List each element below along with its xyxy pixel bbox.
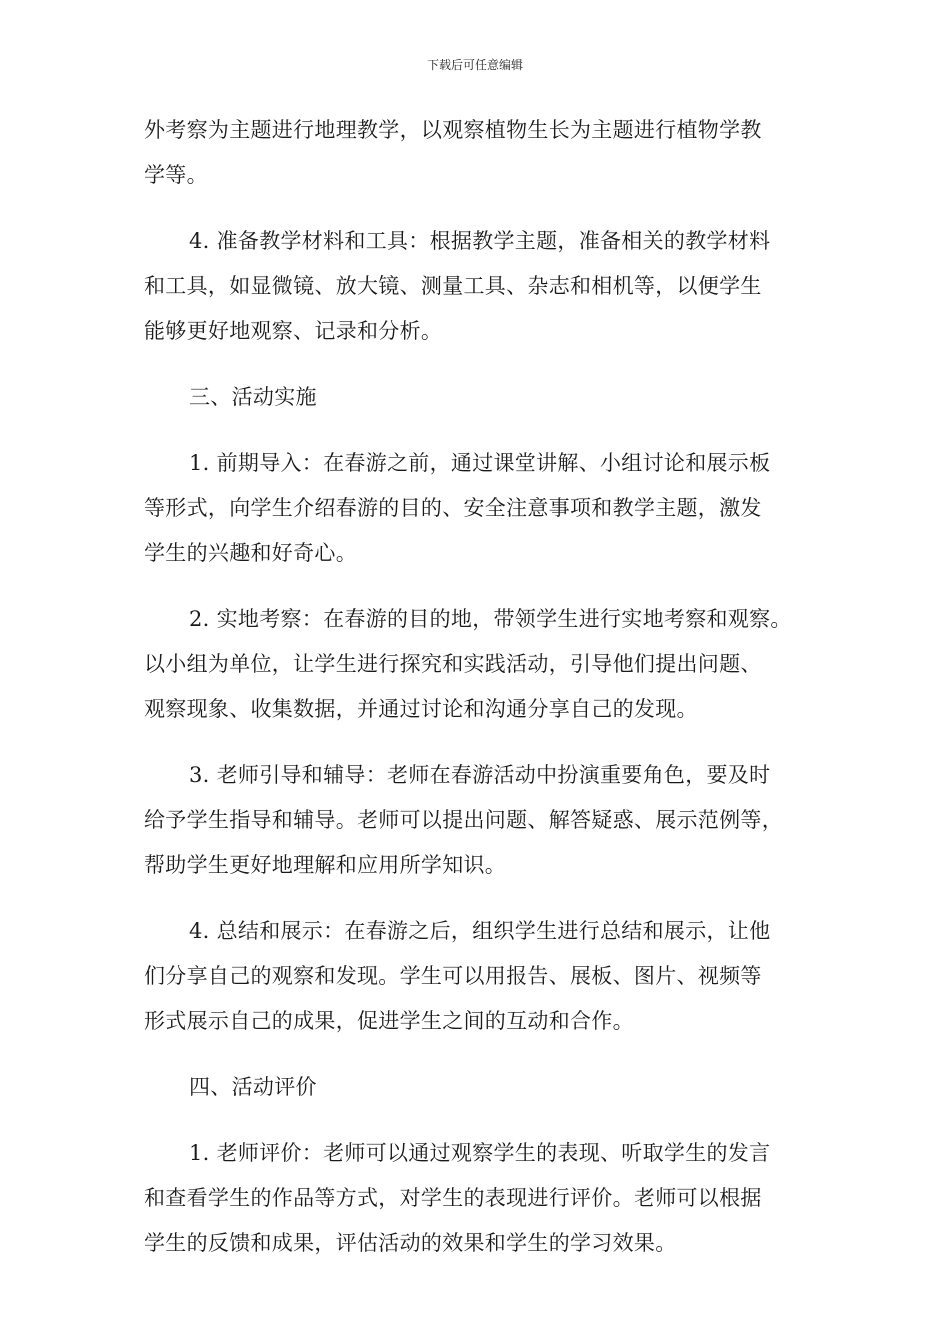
text-line: 和工具，如显微镜、放大镜、测量工具、杂志和相机等，以便学生 (144, 274, 762, 298)
paragraph-item-prepare-materials (144, 219, 824, 354)
text-line: 1. 前期导入：在春游之前，通过课堂讲解、小组讨论和展示板 (189, 451, 771, 475)
section-heading-evaluation (144, 1065, 824, 1110)
paragraph-item-introduction (144, 441, 824, 576)
text-line: 形式展示自己的成果，促进学生之间的互动和合作。 (144, 1009, 634, 1033)
section-heading-implementation (144, 375, 824, 420)
text-line: 帮助学生更好地理解和应用所学知识。 (144, 853, 507, 877)
text-line: 2. 实地考察：在春游的目的地，带领学生进行实地考察和观察。 (189, 607, 792, 631)
heading-text: 四、活动评价 (189, 1075, 317, 1099)
text-line: 1. 老师评价：老师可以通过观察学生的表现、听取学生的发言 (189, 1141, 771, 1165)
paragraph-continuation (144, 108, 824, 198)
text-line: 能够更好地观察、记录和分析。 (144, 319, 443, 343)
text-line: 4. 准备教学材料和工具：根据教学主题，准备相关的教学材料 (189, 229, 771, 253)
heading-text: 三、活动实施 (189, 385, 317, 409)
text-line: 以小组为单位，让学生进行探究和实践活动，引导他们提出问题、 (144, 652, 762, 676)
text-line: 等形式，向学生介绍春游的目的、安全注意事项和教学主题，激发 (144, 496, 762, 520)
text-line: 3. 老师引导和辅导：老师在春游活动中扮演重要角色，要及时 (189, 763, 771, 787)
text-line: 学等。 (144, 163, 208, 187)
page-header: 下载后可任意编辑 (426, 58, 523, 72)
paragraph-item-summary (144, 909, 824, 1044)
text-line: 外考察为主题进行地理教学，以观察植物生长为主题进行植物学教 (144, 118, 762, 142)
text-line: 学生的反馈和成果，评估活动的效果和学生的学习效果。 (144, 1231, 677, 1255)
text-line: 学生的兴趣和好奇心。 (144, 541, 357, 565)
text-line: 观察现象、收集数据，并通过讨论和沟通分享自己的发现。 (144, 697, 698, 721)
document-body (144, 108, 824, 1287)
text-line: 们分享自己的观察和发现。学生可以用报告、展板、图片、视频等 (144, 964, 762, 988)
paragraph-item-teacher-guidance (144, 753, 824, 888)
text-line: 给予学生指导和辅导。老师可以提出问题、解答疑惑、展示范例等， (144, 808, 783, 832)
paragraph-item-teacher-evaluation (144, 1131, 824, 1266)
text-line: 和查看学生的作品等方式，对学生的表现进行评价。老师可以根据 (144, 1186, 762, 1210)
paragraph-item-field-study (144, 597, 824, 732)
text-line: 4. 总结和展示：在春游之后，组织学生进行总结和展示，让他 (189, 919, 771, 943)
